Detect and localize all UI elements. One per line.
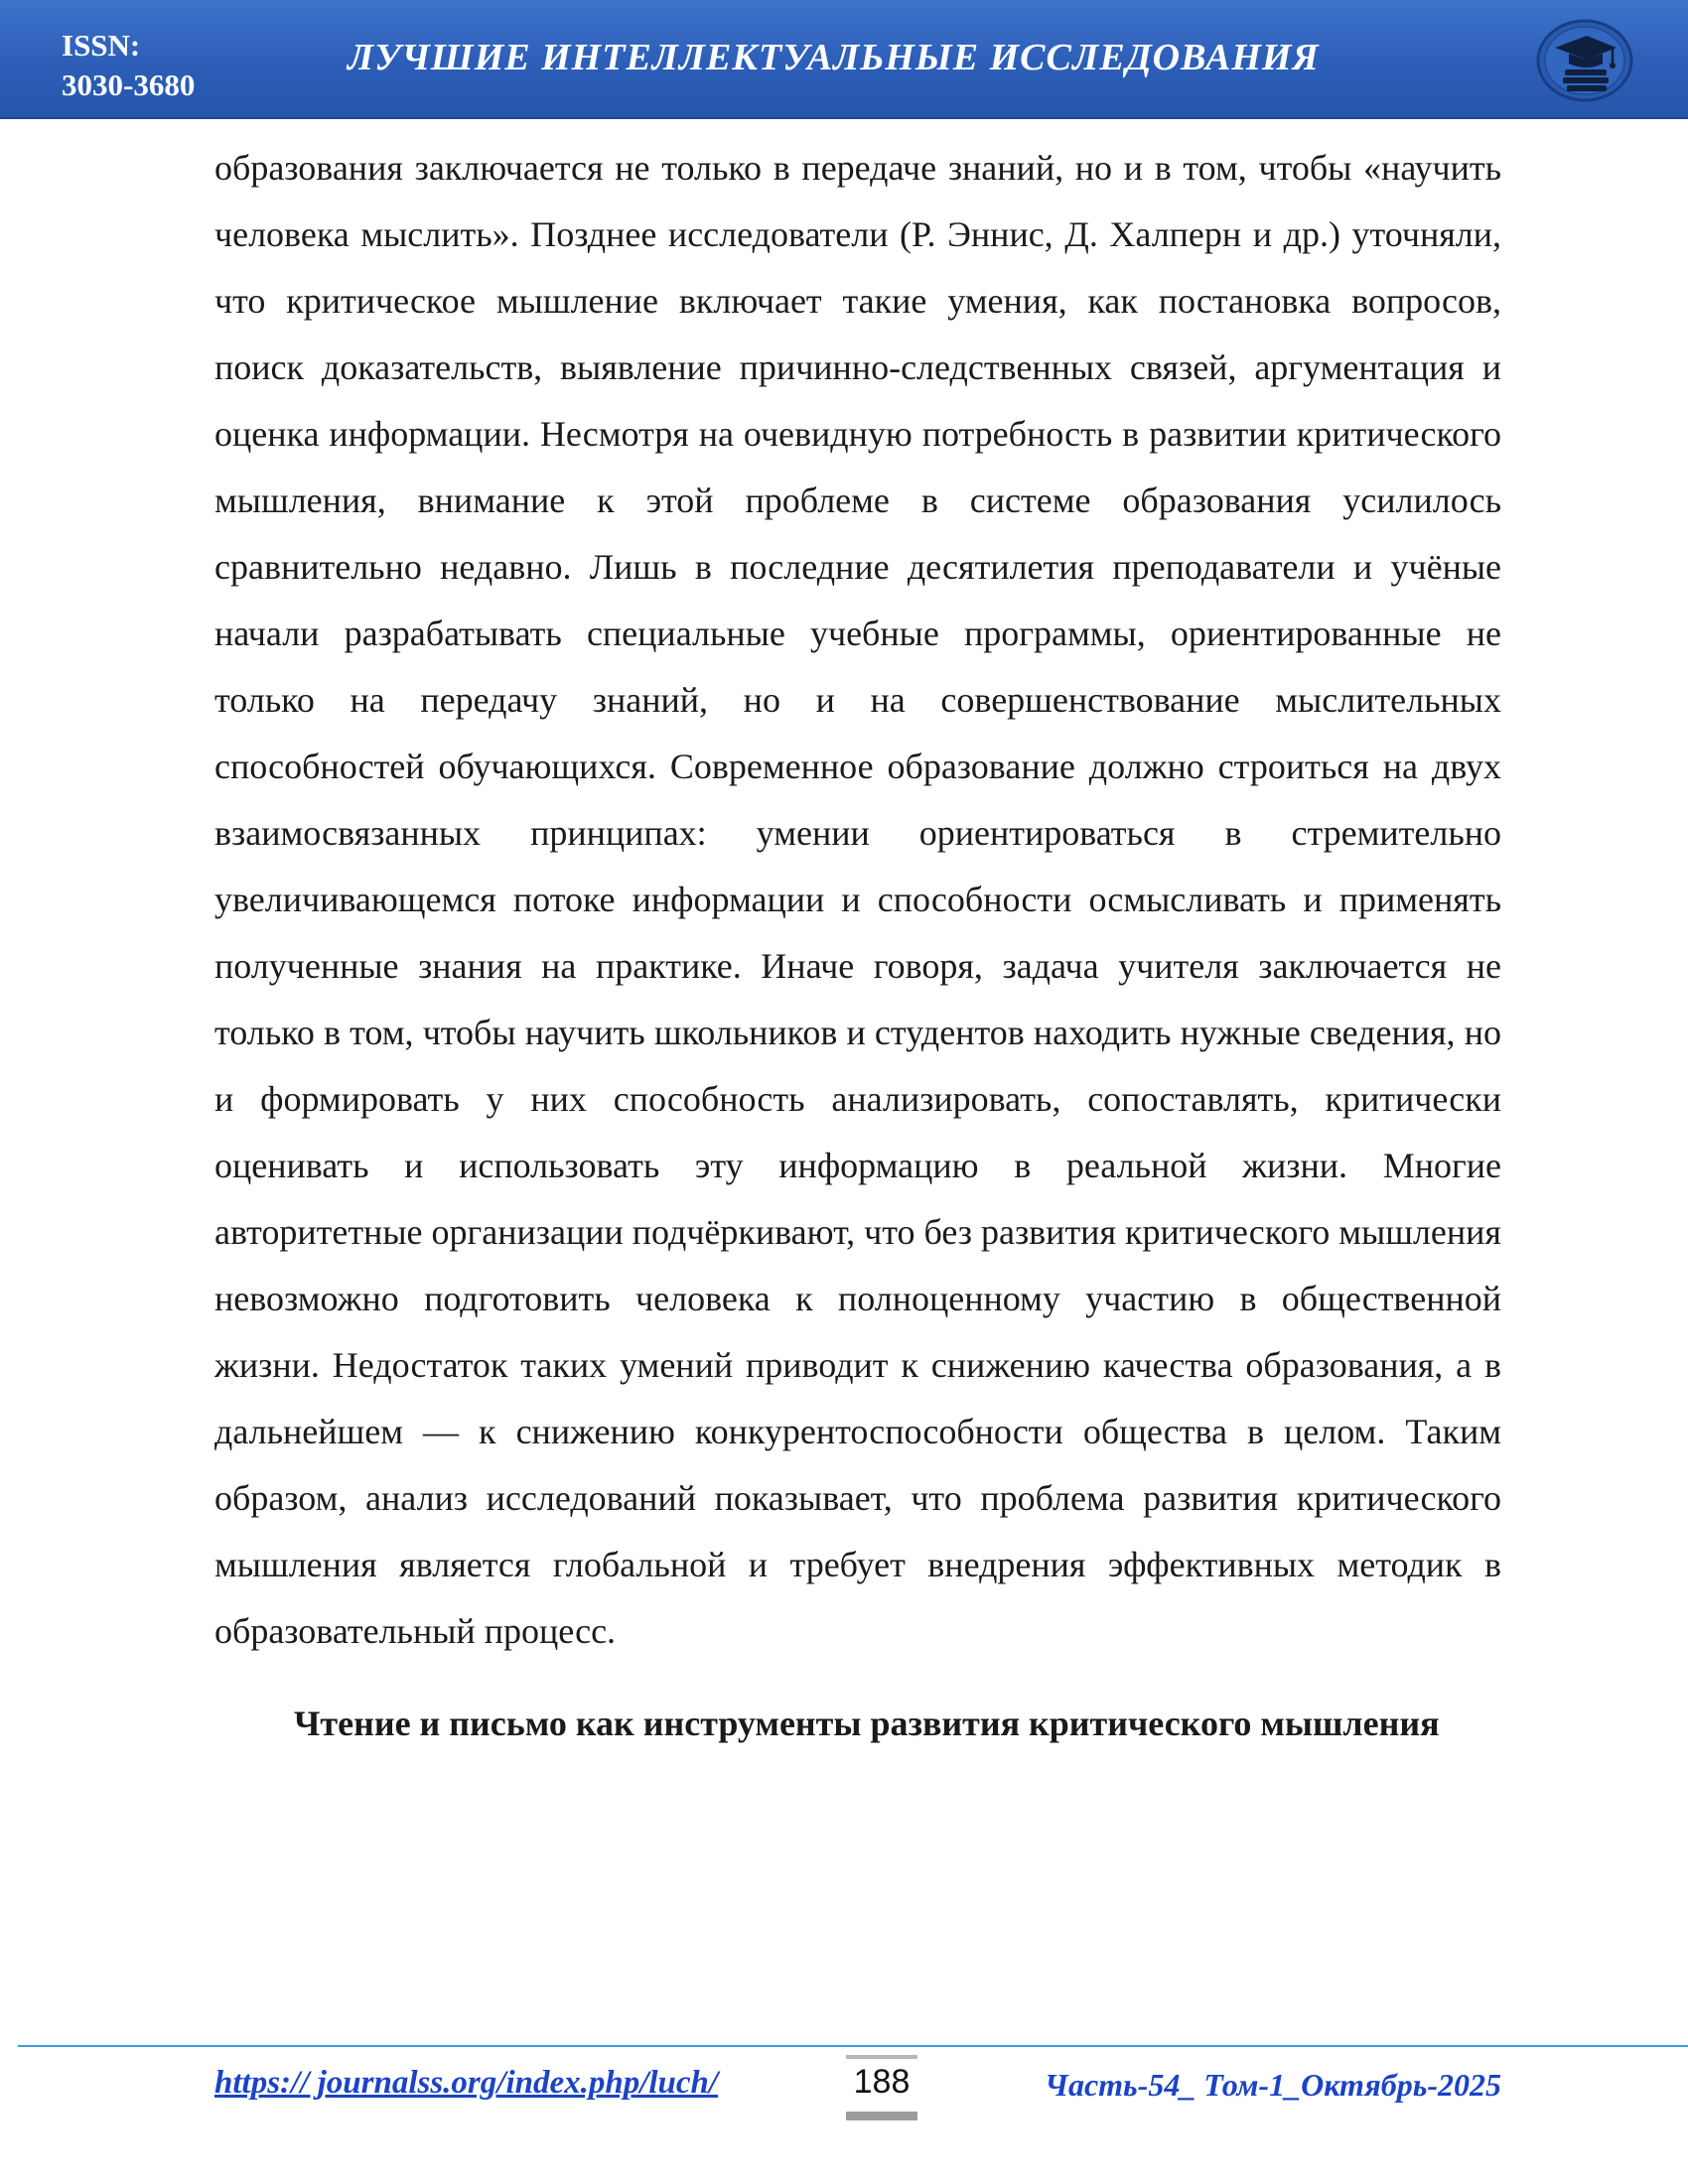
article-body: [214, 135, 1501, 1757]
page-number-bar: [846, 2112, 917, 2120]
issn-number: 3030-3680: [62, 68, 196, 102]
graduation-cap-books-icon: [1535, 18, 1634, 103]
issn-label: ISSN:: [62, 28, 141, 63]
issn-block: [62, 26, 195, 105]
footer-divider: [18, 2045, 1688, 2047]
section-heading: Чтение и письмо как инструменты развития критического мышления: [294, 1704, 1440, 1743]
journal-header: [0, 0, 1688, 119]
journal-url-link[interactable]: https:// journalss.org/index.php/luch/: [214, 2065, 719, 2101]
page-number: 188: [853, 2063, 911, 2101]
page-number-top-rule: [846, 2055, 917, 2059]
journal-title: ЛУЧШИЕ ИНТЕЛЛЕКТУАЛЬНЫЕ ИССЛЕДОВАНИЯ: [348, 37, 1320, 78]
issue-info: Часть-54_ Том-1_Октябрь-2025: [1045, 2067, 1501, 2103]
body-paragraph: образования заключается не только в передаче знаний, но и в том, чтобы «научить человека мыслить». Позднее исследователи (Р. Эннис, Д. Халперн и др.) уточняли, что критическое мышление включает такие умения, как постановка вопросов, поиск доказательств, выявление причинно-следственных связей, аргументация и оценка информации. Несмотря на очевидную потребность в развитии критического мышления, внимание к этой проблеме в системе образования усилилось сравнительно недавно. Лишь в последние десятилетия преподаватели и учёные начали разрабатывать специальные учебные программы, ориентированные не только на передачу знаний, но и на совершенствование мыслительных способностей обучающихся. Современное образование должно строиться на двух взаимосвязанных принципах: умении ориентироваться в стремительно увеличивающемся потоке информации и способности осмысливать и применять полученные знания на практике. Иначе говоря, задача учителя заключается не только в том, чтобы научить школьников и студентов находить нужные сведения, но и формировать у них способность анализировать, сопоставлять, критически оценивать и использовать эту информацию в реальной жизни. Многие авторитетные организации подчёркивают, что без развития критического мышления невозможно подготовить человека к полноценному участию в общественной жизни. Недостаток таких умений приводит к снижению качества образования, а в дальнейшем — к снижению конкурентоспособности общества в целом. Таким образом, анализ исследований показывает, что проблема развития критического мышления является глобальной и требует внедрения эффективных методик в образовательный процесс.: [214, 148, 1501, 1651]
